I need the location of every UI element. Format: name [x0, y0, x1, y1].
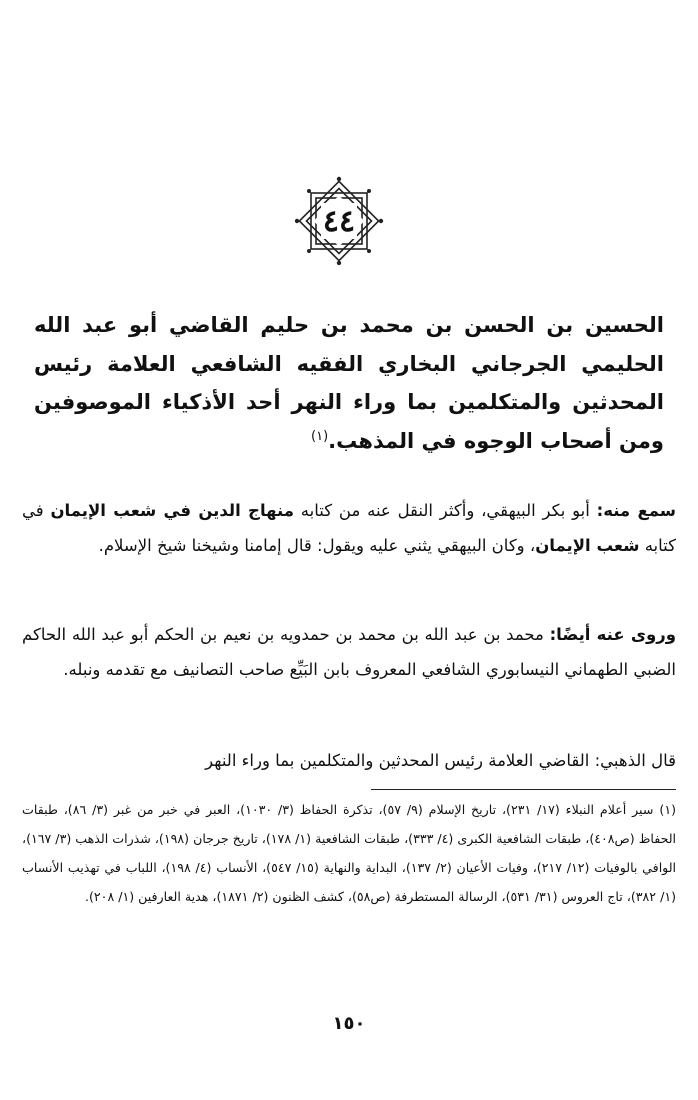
paragraph-also-narrated: [22, 617, 676, 687]
paragraph-label: سمع منه:: [596, 501, 677, 520]
footnote-text: سير أعلام النبلاء (١٧/ ٢٣١)، تاريخ الإسلام (٩/ ٥٧)، تذكرة الحفاظ (٣/ ١٠٣٠)، العبر في خبر من غبر (٣/ ٨٦)، طبقات الحفاظ (ص٤٠٨)، طبقات الشافعية الكبرى (٤/ ٣٣٣)، طبقات الشافعية (١/ ١٧٨)، تاريخ جرجان (١٩٨)، شذرات الذهب (٣/ ١٦٧)، الوافي بالوفيات (١٢/ ٢١٧)، وفيات الأعيان (٢/ ١٣٧)، البداية والنهاية (١٥/ ٥٤٧)، الأنساب (٤/ ١٩٨)، اللباب في تهذيب الأنساب (١/ ٣٨٢)، تاج العروس (٣١/ ٥٣١)، الرسالة المستطرفة (ص٥٨)، كشف الظنون (٢/ ١٨٧١)، هدية العارفين (١/ ٢٠٨).: [22, 802, 677, 904]
footnote: [22, 795, 676, 911]
paragraph-text: ، وكان البيهقي يثني عليه ويقول: قال إمامنا وشيخنا شيخ الإسلام.: [98, 536, 536, 555]
biography-heading: [34, 306, 664, 460]
paragraph-dhahabi-quote: قال الذهبي: القاضي العلامة رئيس المحدثين والمتكلمين بما وراء النهر: [205, 751, 676, 770]
page-number: ١٥٠: [332, 1013, 366, 1034]
book-title: شعب الإيمان: [535, 536, 640, 555]
paragraph-text: محمد بن عبد الله بن محمد بن حمدويه بن نعيم بن الحكم أبو عبد الله الحاكم الضبي الطهماني النيسابوري الشافعي المعروف بابن البَيِّع صاحب التصانيف مع تقدمه ونبله.: [22, 625, 676, 679]
paragraph-label: وروى عنه أيضًا:: [549, 625, 676, 644]
entry-number: ٤٤: [322, 203, 356, 239]
footnote-divider: [371, 789, 676, 790]
paragraph-text: في كتابه: [22, 501, 676, 555]
heading-text: الحسين بن الحسن بن محمد بن حليم القاضي أبو عبد الله الحليمي الجرجاني البخاري الفقيه الشافعي العلامة رئيس المحدثين والمتكلمين بما وراء النهر أحد الأذكياء الموصوفين ومن أصحاب الوجوه في المذهب.: [34, 313, 664, 453]
paragraph-text: أبو بكر البيهقي، وأكثر النقل عنه من كتابه: [294, 501, 597, 520]
footnote-reference: (١): [311, 428, 329, 444]
footnote-number: (١): [659, 802, 676, 817]
book-title: منهاج الدين في شعب الإيمان: [50, 501, 294, 520]
paragraph-heard-from: [22, 493, 676, 563]
